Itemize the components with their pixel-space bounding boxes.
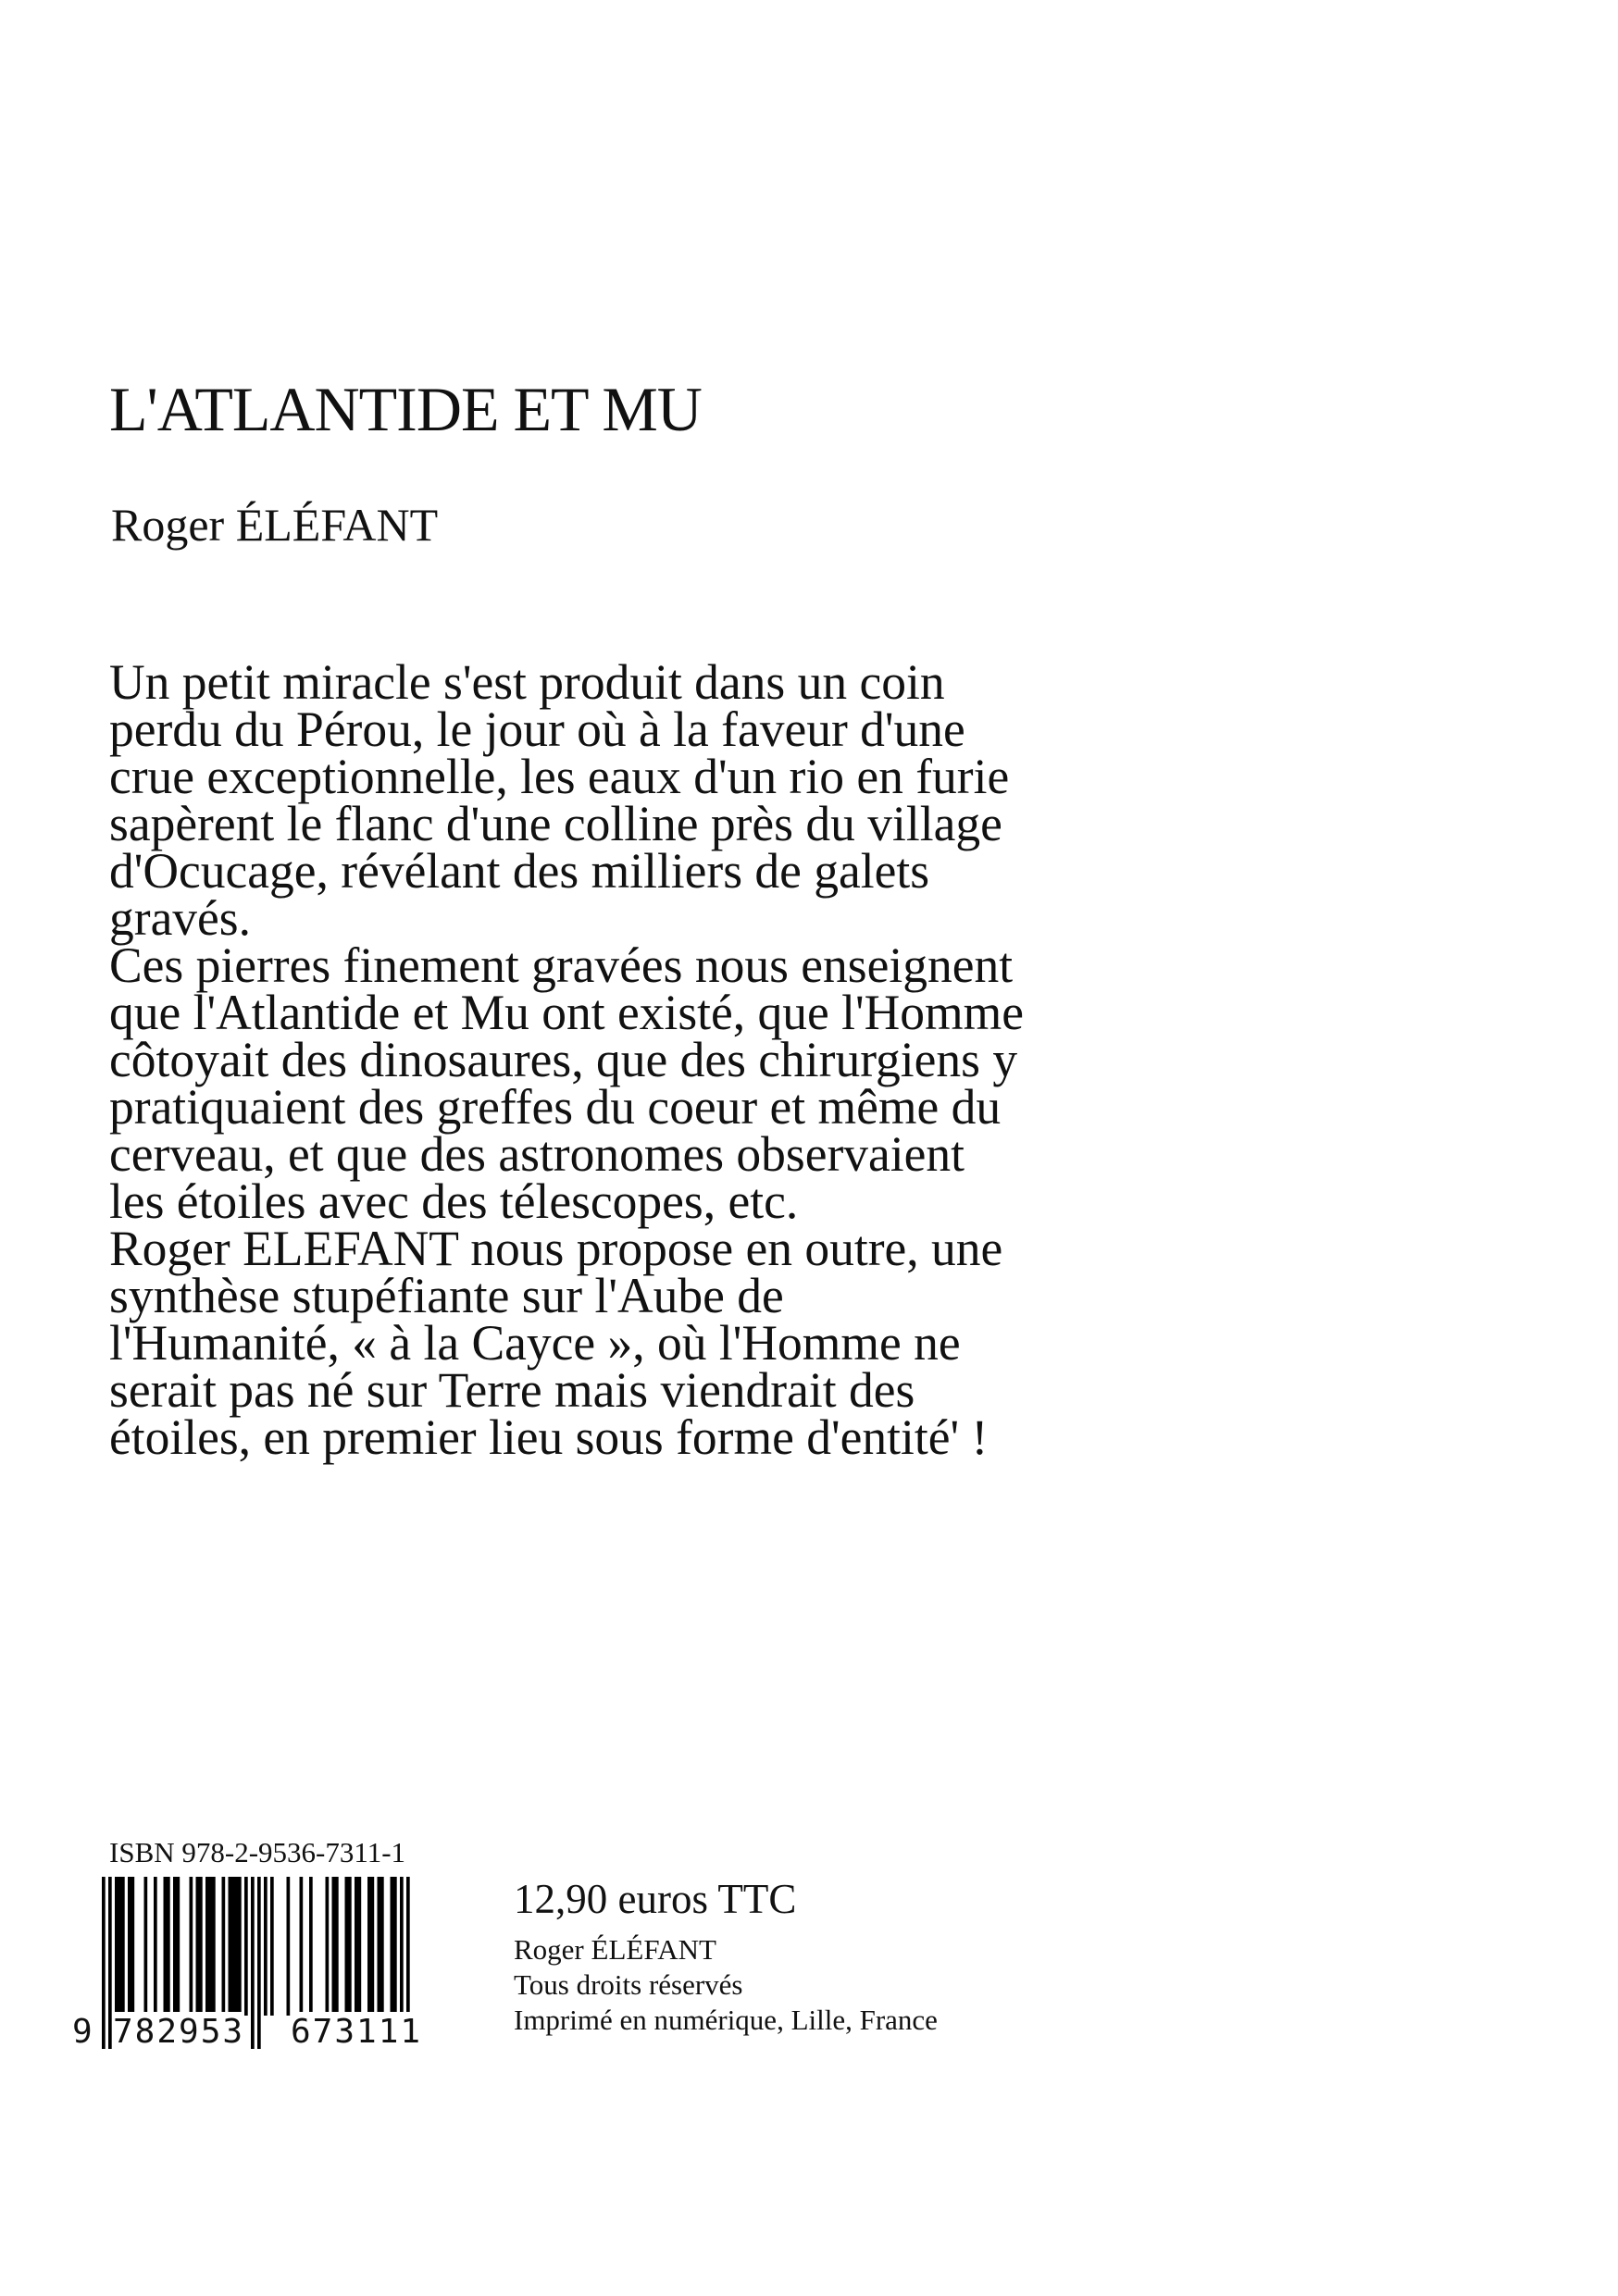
- barcode-bar: [378, 1877, 381, 2016]
- barcode-bar: [238, 1877, 242, 2016]
- blurb-line: sapèrent le flanc d'une colline près du village: [109, 796, 1002, 851]
- barcode-bar: [144, 1877, 148, 2016]
- barcode-bar: [190, 1877, 193, 2016]
- barcode-bar: [393, 1877, 397, 2016]
- barcode-bar: [367, 1877, 371, 2016]
- barcode-bar: [212, 1877, 216, 2016]
- book-title: L'ATLANTIDE ET MU: [109, 374, 702, 444]
- barcode-digits-right: 673111: [291, 2013, 423, 2051]
- barcode-bar: [128, 1877, 131, 2016]
- barcode-bar: [196, 1877, 200, 2016]
- barcode-bar: [173, 1877, 177, 2016]
- blurb-line: les étoiles avec des télescopes, etc.: [109, 1173, 799, 1229]
- blurb-line: côtoyait des dinosaures, que des chirurgiens y: [109, 1032, 1018, 1087]
- barcode-bar: [358, 1877, 362, 2016]
- blurb-line: synthèse stupéfiante sur l'Aube de: [109, 1268, 784, 1323]
- blurb-line: Un petit miracle s'est produit dans un coin: [109, 654, 945, 710]
- barcode-bar: [326, 1877, 330, 2016]
- blurb-line: cerveau, et que des astronomes observaient: [109, 1126, 965, 1182]
- barcode-bar: [209, 1877, 213, 2016]
- colophon-rights: Tous droits réservés: [514, 1968, 743, 2001]
- barcode-digit-first: 9: [68, 2012, 96, 2053]
- barcode-bar: [391, 1877, 394, 2016]
- barcode-bar: [167, 1877, 170, 2016]
- barcode-bar: [300, 1877, 304, 2016]
- barcode-bar: [229, 1877, 232, 2016]
- barcode-bar: [264, 1877, 268, 2016]
- barcode-digits-left: 782953: [113, 2013, 245, 2051]
- barcode-bar: [287, 1877, 291, 2016]
- blurb-line: l'Humanité, « à la Cayce », où l'Homme ne: [109, 1315, 961, 1371]
- barcode-bar: [355, 1877, 358, 2016]
- blurb-line: gravés.: [109, 890, 252, 946]
- colophon-printing: Imprimé en numérique, Lille, France: [514, 2004, 938, 2036]
- barcode-digits: [68, 2012, 457, 2053]
- barcode-bar: [177, 1877, 180, 2016]
- barcode-bar: [121, 1877, 125, 2016]
- barcode-bar: [164, 1877, 168, 2016]
- blurb-line: que l'Atlantide et Mu ont existé, que l'Homme: [109, 985, 1025, 1040]
- barcode-bar: [348, 1877, 352, 2016]
- barcode-bar: [231, 1877, 235, 2016]
- barcode-bar: [309, 1877, 313, 2016]
- blurb-line: crue exceptionnelle, les eaux d'un rio en furie: [109, 749, 1010, 804]
- barcode-bar: [380, 1877, 384, 2016]
- barcode-bar: [205, 1877, 209, 2016]
- book-author: Roger ÉLÉFANT: [111, 499, 439, 551]
- blurb-line: d'Ocucage, révélant des milliers de galets: [109, 843, 930, 899]
- barcode-bar: [199, 1877, 203, 2016]
- barcode-bar: [270, 1877, 274, 2016]
- isbn-label: ISBN 978-2-9536-7311-1: [109, 1836, 406, 1868]
- colophon: [514, 1932, 938, 2038]
- colophon-author: Roger ÉLÉFANT: [514, 1933, 716, 1966]
- barcode-bar: [222, 1877, 226, 2016]
- barcode-bar: [371, 1877, 375, 2016]
- barcode-bar: [335, 1877, 339, 2016]
- blurb-line: perdu du Pérou, le jour où à la faveur d'une: [109, 701, 965, 757]
- price: 12,90 euros TTC: [514, 1876, 797, 1922]
- barcode-bar: [154, 1877, 157, 2016]
- blurb-line: serait pas né sur Terre mais viendrait des: [109, 1362, 915, 1418]
- back-cover-blurb: [109, 654, 1248, 1465]
- barcode-bar: [131, 1877, 135, 2016]
- blurb-line: Roger ELEFANT nous propose en outre, une: [109, 1221, 1003, 1276]
- barcode-bar: [345, 1877, 349, 2016]
- barcode-bar: [332, 1877, 336, 2016]
- barcode-bar: [235, 1877, 239, 2016]
- barcode-bar: [115, 1877, 118, 2016]
- blurb-line: pratiquaient des greffes du coeur et même du: [109, 1079, 1002, 1135]
- barcode-bar: [118, 1877, 122, 2016]
- barcode-bar: [244, 1877, 248, 2016]
- blurb-line: Ces pierres finement gravées nous enseignent: [109, 937, 1014, 993]
- blurb-line: étoiles, en premier lieu sous forme d'entité' !: [109, 1409, 989, 1465]
